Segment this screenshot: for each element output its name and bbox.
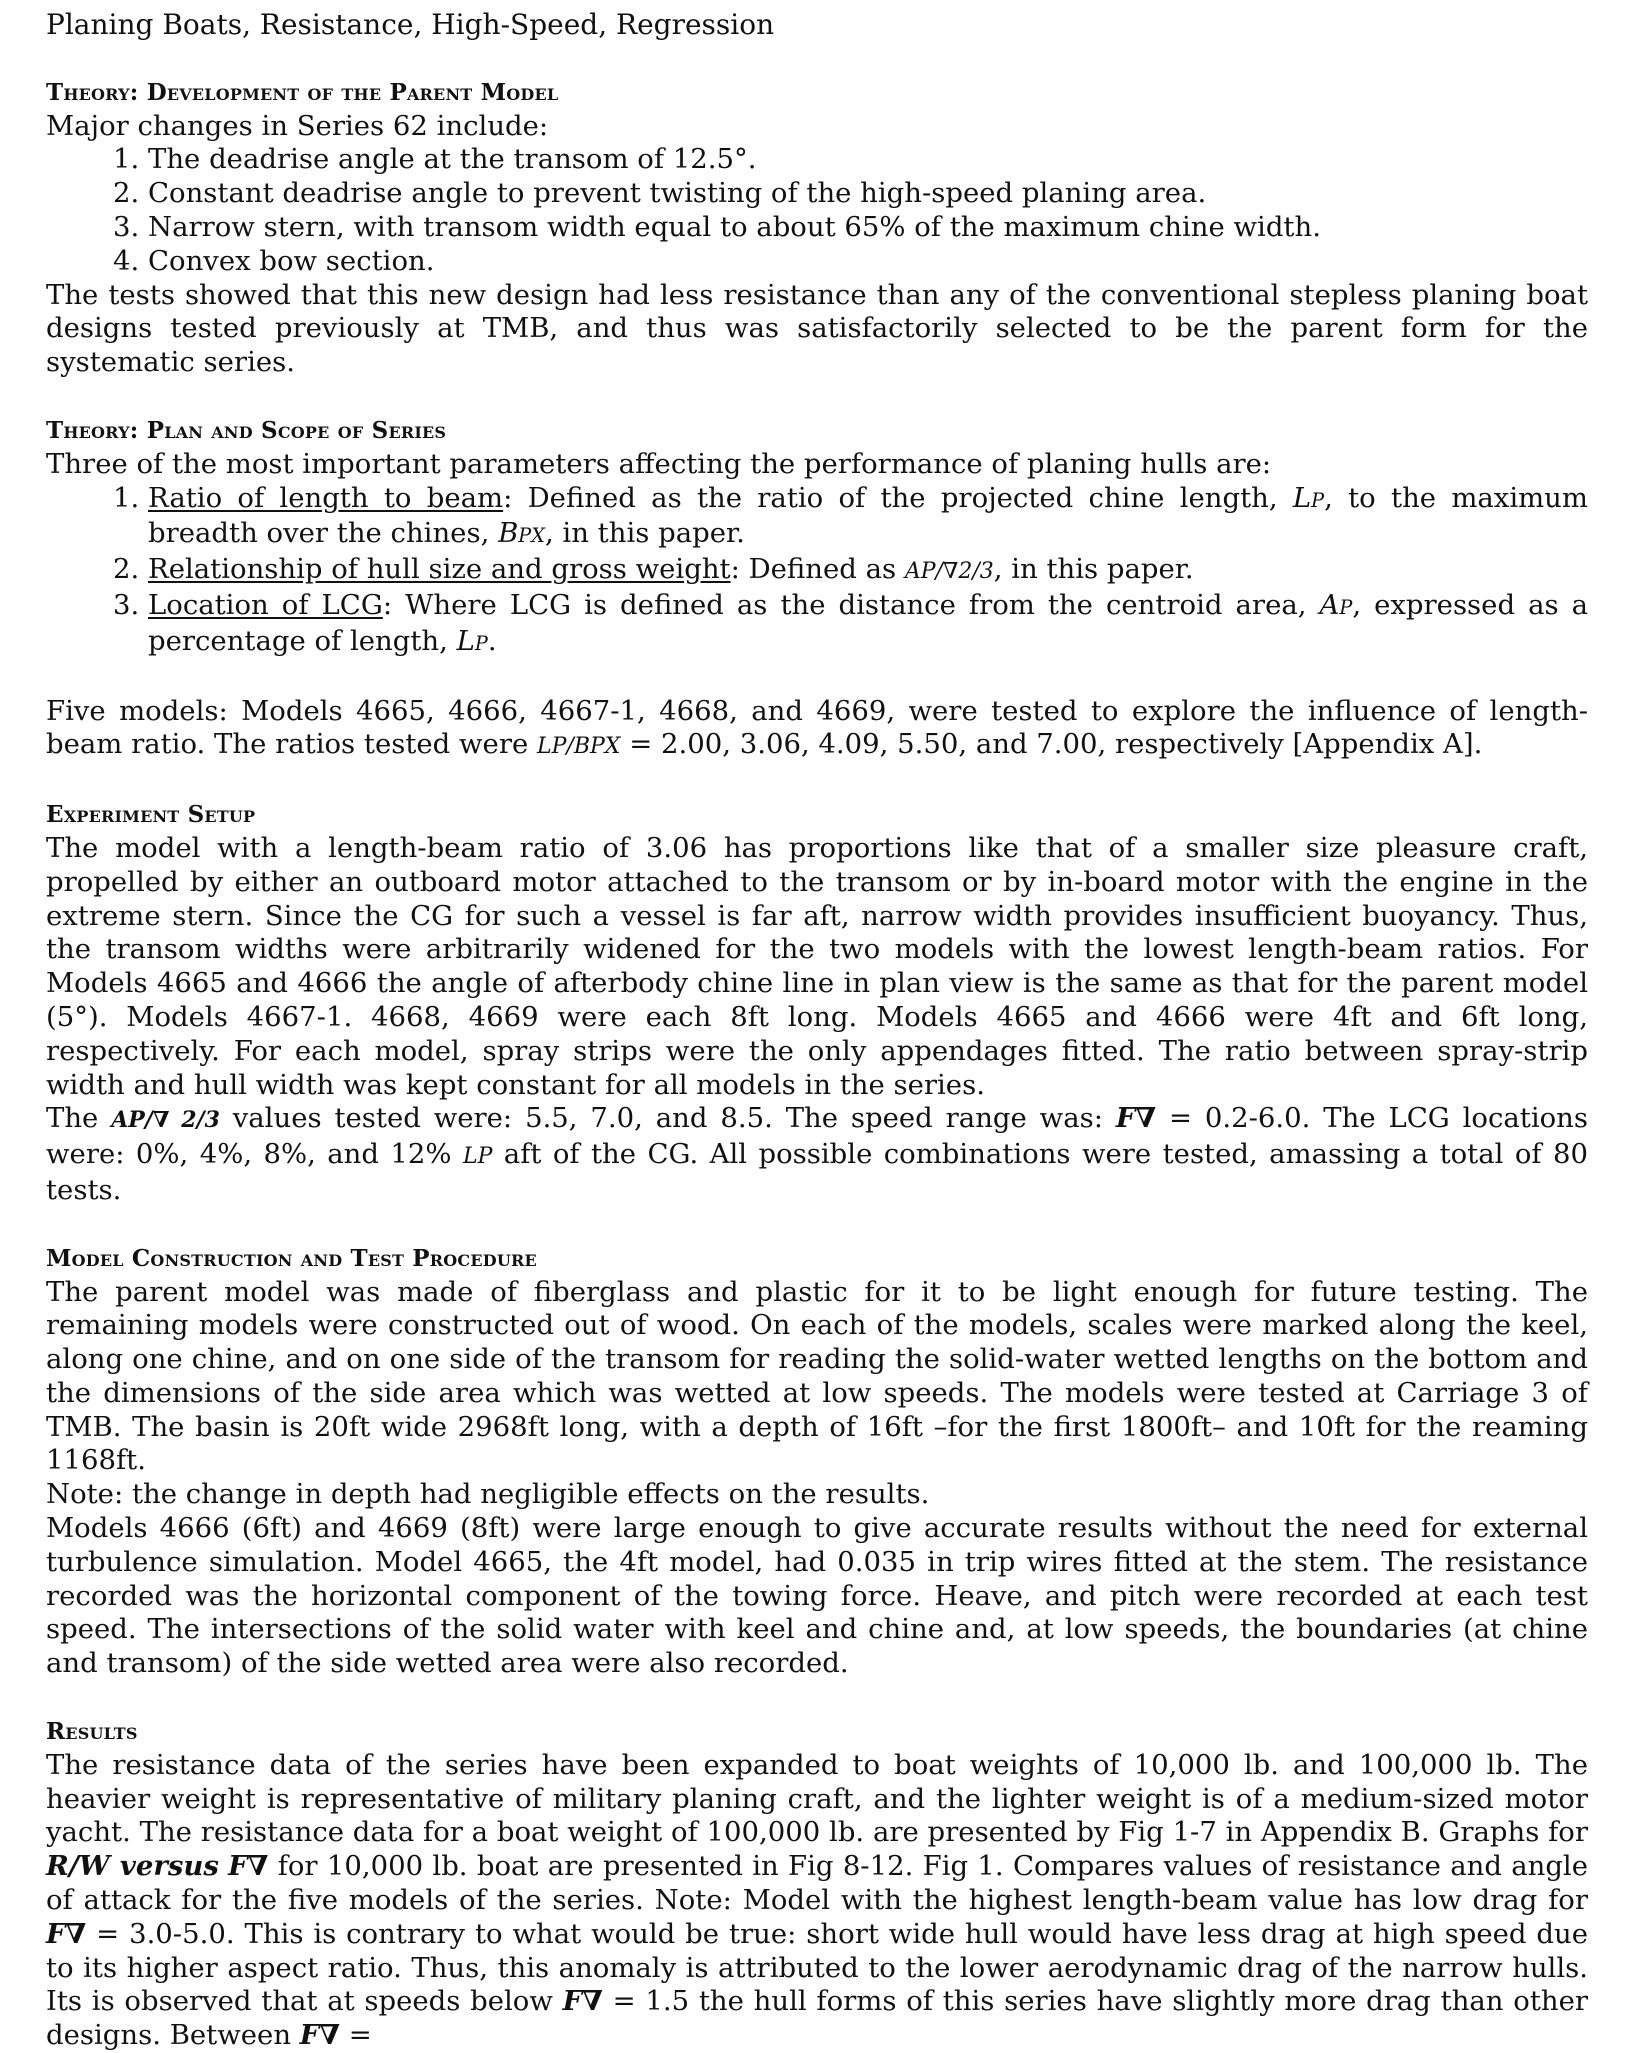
experiment-paragraph: The model with a length-beam ratio of 3.06 has proportions like that of a smaller size pleasure craft, propelled by either an outboard motor attached to the transom or by in-board motor with the engine in the extreme stern. Since the CG for such a vessel is far aft, narrow width provides insufficient buoyancy. Thus, the transom widths were arbitrarily widened for the two models with the lowest length-beam ratios. For Models 4665 and 4666 the angle of afterbody chine line in plan view is the same as that for the parent model (5°). Models 4667-1. 4668, 4669 were each 8ft long. Models 4665 and 4666 were 4ft and 6ft long, respectively. For each model, spray strips were the only appendages fitted. The ratio between spray-strip width and hull width was kept constant for all models in the series.: [46, 831, 1588, 1101]
construction-paragraph: The parent model was made of fiberglass and plastic for it to be light enough for future testing. The remaining models were constructed out of wood. On each of the models, scales were marked along the keel, along one chine, and on one side of the transom for reading the solid-water wetted lengths on the bottom and the dimensions of the side area which was wetted at low speeds. The models were tested at Carriage 3 of TMB. The basin is 20ft wide 2968ft long, with a depth of 16ft –for the first 1800ft– and 10ft for the reaming 1168ft.: [46, 1275, 1588, 1477]
parent-model-list: [46, 143, 1588, 278]
list-item: [148, 589, 1588, 661]
spacer: [46, 764, 1588, 798]
plan-scope-list: [46, 482, 1588, 661]
text-run: , expressed as a percentage of length,: [148, 588, 1589, 657]
symbol: AP: [1319, 588, 1353, 621]
text-run: .: [487, 624, 497, 657]
experiment-values-paragraph: The AP/∇ 2/3 values tested were: 5.5, 7.0, and 8.5. The speed range was: F∇ = 0.2-6.0. The LCG locations were: 0%, 4%, 8%, and 12% LP aft of the CG. All possible combinations were tested, amassing a total of 80 tests.: [46, 1102, 1588, 1206]
symbol: LP: [456, 624, 488, 657]
heading-text: Development of the Parent Model: [146, 78, 559, 106]
text-run: : Where LCG is defined as the distance from the centroid area,: [382, 588, 1320, 621]
heading-prefix: Theory:: [46, 78, 147, 106]
spacer: [46, 661, 1588, 695]
parent-model-conclusion: The tests showed that this new design had less resistance than any of the conventional stepless planing boat designs tested previously at TMB, and thus was satisfactorily selected to be the parent form for the systematic series.: [46, 278, 1588, 379]
keywords-line: Planing Boats, Resistance, High-Speed, Regression: [46, 8, 775, 41]
formula: AP/∇2/3: [904, 559, 994, 585]
list-item: [148, 553, 1588, 589]
plan-scope-intro: Three of the most important parameters affecting the performance of planing hulls are:: [46, 447, 1272, 480]
list-item: 3. Narrow stern, with transom width equal to about 65% of the maximum chine width.: [148, 211, 1588, 245]
froude-symbol: F∇: [562, 1985, 603, 2018]
section-heading-plan-scope: [46, 414, 1588, 448]
formula: LP/BPX: [537, 734, 621, 760]
froude-symbol: F∇: [46, 1917, 87, 1950]
list-item: [148, 482, 1588, 554]
list-item: 2. Constant deadrise angle to prevent twisting of the high-speed planing area.: [148, 177, 1588, 211]
spacer: [46, 42, 1588, 76]
spacer: [46, 380, 1588, 414]
text-run: , to the maximum breadth over the chines,: [148, 481, 1588, 550]
text-run: : Defined as: [730, 553, 905, 586]
text-run: : Defined as the ratio of the projected chine length,: [503, 481, 1293, 514]
froude-symbol: F∇: [1115, 1102, 1157, 1135]
froude-symbol: F∇: [299, 2019, 341, 2052]
parameter-term: Relationship of hull size and gross weight: [148, 553, 731, 586]
parameter-term: Ratio of length to beam: [148, 481, 504, 514]
parameter-term: Location of LCG: [148, 588, 383, 621]
text-run: , in this paper.: [544, 517, 745, 550]
results-paragraph: The resistance data of the series have been expanded to boat weights of 10,000 lb. and 100,000 lb. The heavier weight is representative of military planing craft, and the lighter weight is of a medium-sized motor yacht. The resistance data for a boat weight of 100,000 lb. are presented by Fig 1-7 in Appendix B. Graphs for R/W versus F∇ for 10,000 lb. boat are presented in Fig 8-12. Fig 1. Compares values of resistance and angle of attack for the five models of the series. Note: Model with the highest length-beam value has low drag for F∇ = 3.0-5.0. This is contrary to what would be true: short wide hull would have less drag at high speed due to its higher aspect ratio. Thus, this anomaly is attributed to the lower aerodynamic drag of the narrow hulls. Its is observed that at speeds below F∇ = 1.5 the hull forms of this series have slightly more drag than other designs. Between F∇ =: [46, 1748, 1589, 2052]
spacer: [46, 1681, 1588, 1715]
text-run: , in this paper.: [993, 553, 1194, 586]
heading-prefix: Theory:: [46, 416, 147, 444]
list-item: 1. The deadrise angle at the transom of 12.5°.: [148, 143, 1588, 177]
spacer: [46, 1208, 1588, 1242]
froude-symbol: F∇: [228, 1850, 269, 1883]
list-item: 4. Convex bow section.: [148, 245, 1588, 279]
models-paragraph: Five models: Models 4665, 4666, 4667-1, 4668, and 4669, were tested to explore the influence of length-beam ratio. The ratios tested were LP/BPX = 2.00, 3.06, 4.09, 5.50, and 7.00, respectively [Appendix A].: [46, 694, 1588, 761]
parent-model-intro: Major changes in Series 62 include:: [46, 109, 549, 142]
section-heading-results: Results: [46, 1718, 138, 1746]
construction-paragraph-2: Models 4666 (6ft) and 4669 (8ft) were large enough to give accurate results without the need for external turbulence simulation. Model 4665, the 4ft model, had 0.035 in trip wires fitted at the stem. The resistance recorded was the horizontal component of the towing force. Heave, and pitch were recorded at each test speed. The intersections of the solid water with keel and chine and, at low speeds, the boundaries (at chine and transom) of the side wetted area were also recorded.: [46, 1512, 1588, 1680]
symbol: BPX: [498, 517, 545, 550]
section-heading-parent-model: [46, 76, 1588, 110]
heading-text: Plan and Scope of Series: [146, 416, 447, 444]
symbol: LP: [1292, 481, 1325, 514]
section-heading-experiment: Experiment Setup: [46, 801, 256, 829]
section-heading-construction: Model Construction and Test Procedure: [46, 1244, 537, 1272]
construction-note: Note: the change in depth had negligible effects on the results.: [46, 1478, 930, 1511]
symbol: LP: [462, 1144, 493, 1170]
formula: AP/∇ 2/3: [111, 1107, 220, 1134]
rw-term: R/W versus: [46, 1850, 219, 1883]
